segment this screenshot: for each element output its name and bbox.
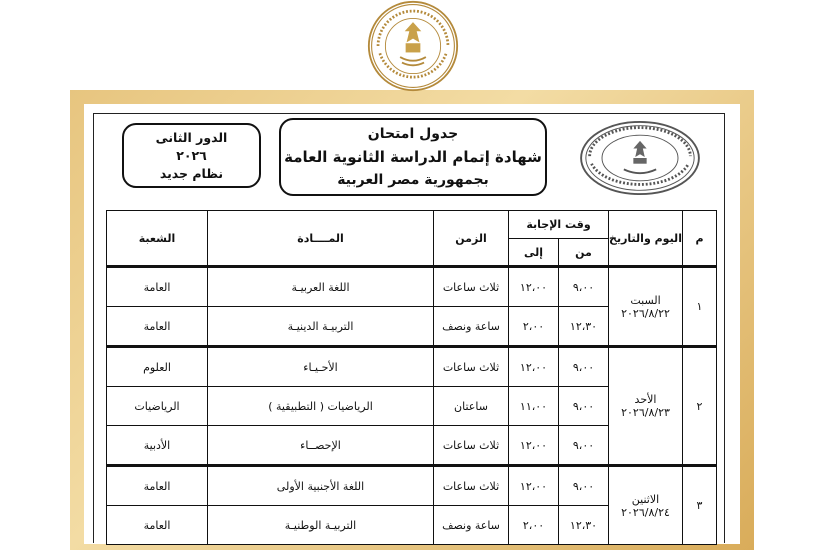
exam-date: ٢٠٢٦/٨/٢٢ [621,306,670,320]
branch: العامة [107,307,208,347]
col-header-to: إلى [509,239,559,267]
row-number: ٢ [683,347,717,466]
col-header-from: من [559,239,609,267]
time-to: ١٢،٠٠ [509,347,559,387]
day-name: الاثنين [631,492,660,506]
time-to: ١٢،٠٠ [509,267,559,307]
branch: العامة [107,267,208,307]
ministry-seal-side [577,120,703,196]
session-round: الدور الثانى [155,130,228,145]
time-from: ٩،٠٠ [559,426,609,466]
subject: التربيـة الدينيـة [208,307,434,347]
table-row [107,347,717,387]
subject: الرياضيات ( التطبيقية ) [208,387,434,426]
duration: ثلاث ساعات [434,426,509,466]
duration: ثلاث ساعات [434,267,509,307]
time-from: ٩،٠٠ [559,387,609,426]
ministry-seal-top [366,0,460,92]
branch: الرياضيات [107,387,208,426]
day-date-cell [609,267,683,347]
exam-schedule-table [106,210,717,545]
time-to: ١٢،٠٠ [509,466,559,506]
duration: ساعتان [434,387,509,426]
day-date-cell [609,466,683,545]
duration: ساعة ونصف [434,506,509,545]
session-system: نظام جديد [159,166,224,181]
time-to: ١١،٠٠ [509,387,559,426]
col-header-duration: الزمن [434,211,509,267]
branch: العلوم [107,347,208,387]
time-from: ٩،٠٠ [559,466,609,506]
session-info-box [122,123,261,188]
time-from: ٩،٠٠ [559,267,609,307]
col-header-num: م [683,211,717,267]
ministry-logo-icon [366,0,460,92]
subject: اللغة العربيـة [208,267,434,307]
duration: ثلاث ساعات [434,466,509,506]
exam-date: ٢٠٢٦/٨/٢٣ [621,406,670,419]
branch: الأدبية [107,426,208,466]
time-from: ٩،٠٠ [559,347,609,387]
title-line-1: جدول امتحان [367,126,459,142]
branch: العامة [107,466,208,506]
col-header-time: وقت الإجابة [509,211,609,239]
subject: اللغة الأجنبية الأولى [208,466,434,506]
duration: ثلاث ساعات [434,347,509,387]
time-from: ١٢،٣٠ [559,506,609,545]
day-name: الأحد [634,393,657,406]
session-year: ٢٠٢٦ [176,148,207,163]
branch: العامة [107,506,208,545]
time-from: ١٢،٣٠ [559,307,609,347]
exam-title-box [279,118,547,196]
time-to: ٢،٠٠ [509,506,559,545]
col-header-branch: الشعبة [107,211,208,267]
time-to: ٢،٠٠ [509,307,559,347]
row-number: ١ [683,267,717,347]
title-line-3: بجمهورية مصر العربية [337,172,489,188]
col-header-day-date: اليوم والتاريخ [609,211,683,267]
table-header-row [107,211,717,239]
subject: الأحـيـاء [208,347,434,387]
exam-date: ٢٠٢٦/٨/٢٤ [621,505,670,519]
duration: ساعة ونصف [434,307,509,347]
row-number: ٣ [683,466,717,545]
title-line-2: شهادة إتمام الدراسة الثانوية العامة [284,148,542,166]
subject: الإحصــاء [208,426,434,466]
time-to: ١٢،٠٠ [509,426,559,466]
day-name: السبت [630,293,661,307]
table-row [107,267,717,307]
ministry-logo-icon [577,120,703,196]
day-date-cell [609,347,683,466]
col-header-subject: المــــادة [208,211,434,267]
table-row [107,466,717,506]
subject: التربيـة الوطنيـة [208,506,434,545]
